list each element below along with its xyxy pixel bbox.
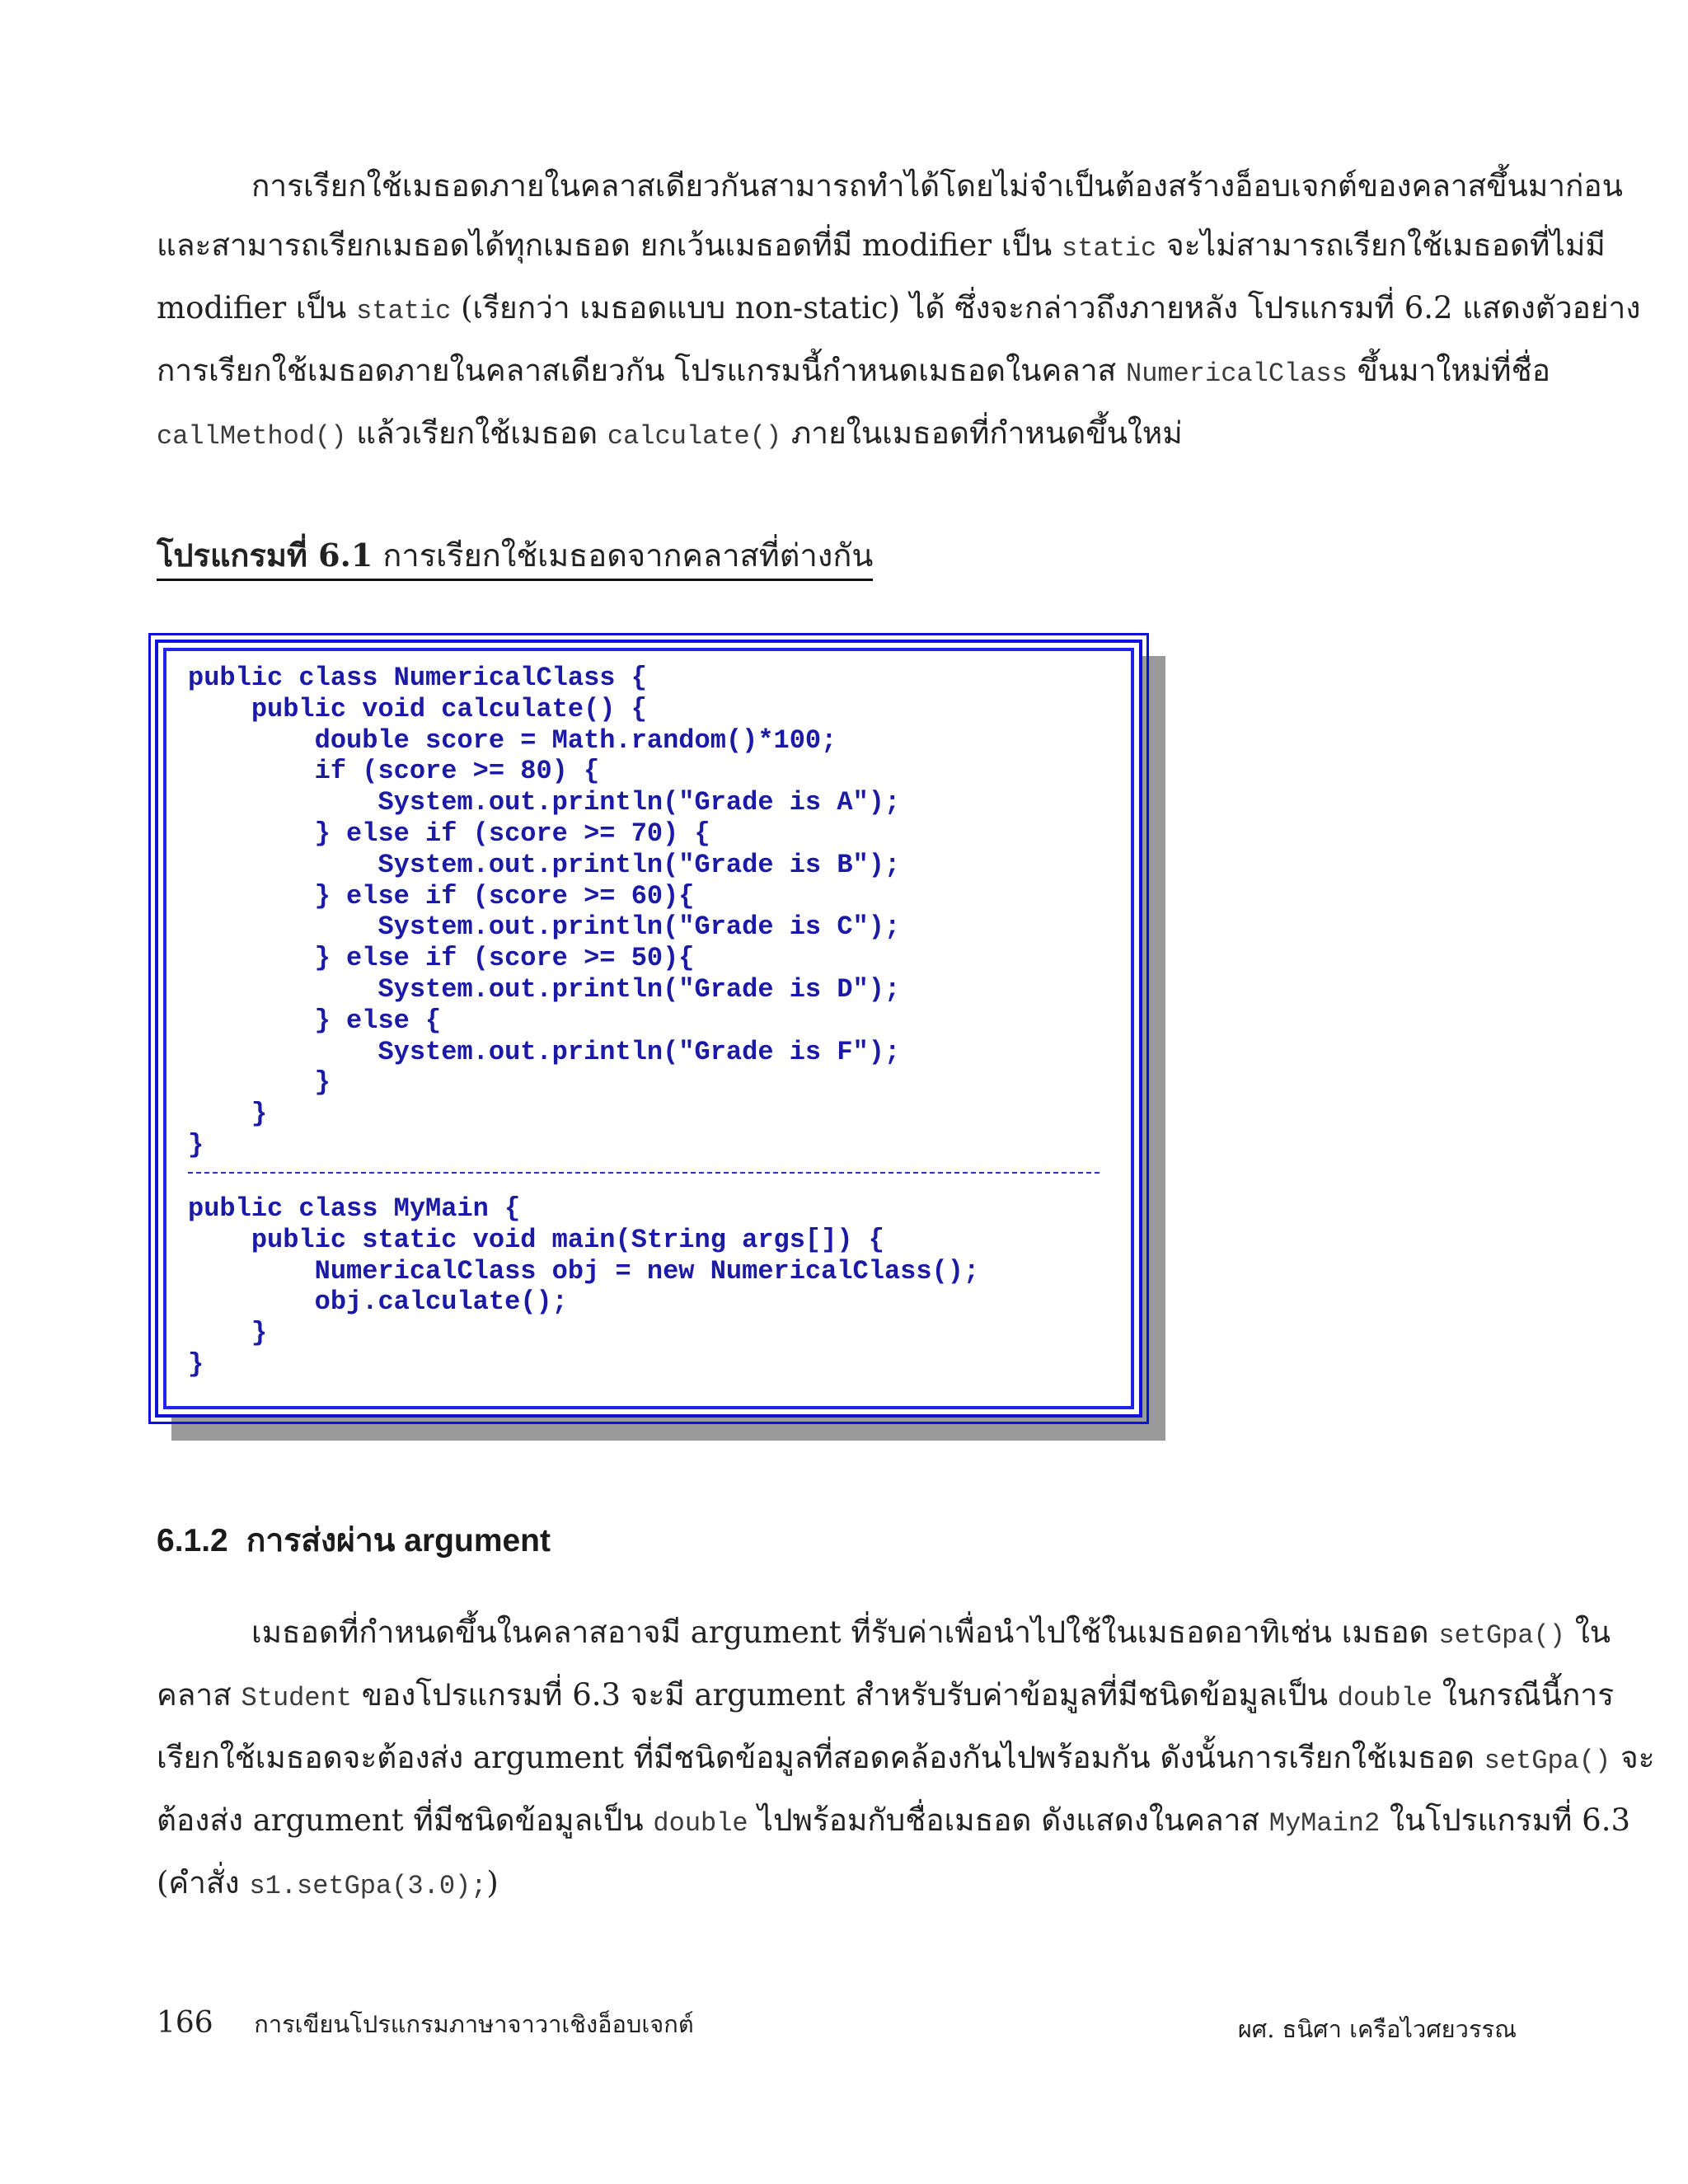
text-run: modifier เป็น [157, 290, 357, 326]
book-title: การเขียนโปรแกรมภาษาจาวาเชิงอ็อบเจกต์ [254, 2010, 694, 2038]
page-footer [157, 2005, 1517, 2043]
text-run: จะไม่สามารถเรียกใช้เมธอดที่ไม่มี [1156, 227, 1606, 263]
section-heading [157, 1515, 551, 1566]
inline-code: double [653, 1808, 748, 1839]
author-name: ผศ. ธนิศา เครือไวศยวรรณ [1237, 2015, 1517, 2043]
text-run: การเรียกใช้เมธอดภายในคลาสเดียวกันสามารถทำได้โดยไม่จำเป็นต้องสร้างอ็อบเจกต์ของคลาสขึ้นมาก่อน [251, 168, 1623, 204]
inline-code: callMethod() [157, 421, 347, 452]
intro-line-3 [157, 279, 1641, 341]
argument-paragraph [157, 1603, 1655, 1916]
inline-code: double [1337, 1683, 1432, 1713]
inline-code: static [1062, 233, 1157, 264]
inline-code: s1.setGpa(3.0); [249, 1871, 487, 1901]
inline-code: Student [241, 1683, 352, 1713]
program-caption-label: โปรแกรมที่ 6.1 [157, 537, 373, 574]
code-separator [188, 1172, 1100, 1174]
text-run: ภายในเมธอดที่กำหนดขึ้นใหม่ [781, 415, 1183, 451]
inline-code: static [356, 296, 452, 326]
text-run: และสามารถเรียกเมธอดได้ทุกเมธอด ยกเว้นเมธอดที่มี modifier เป็น [157, 227, 1062, 263]
text-run: แล้วเรียกใช้เมธอด [346, 415, 607, 451]
text-run: ขึ้นมาใหม่ที่ชื่อ [1347, 353, 1550, 388]
text-run: (เรียกว่า เมธอดแบบ non-static) ได้ ซึ่งจะกล่าวถึงภายหลัง โปรแกรมที่ 6.2 แสดงตัวอย่าง [451, 290, 1641, 326]
code-mymain-class: public class MyMain { public static void main(String args[]) { NumericalClass obj = new NumericalClass(); obj.calculate(); } } [188, 1193, 980, 1380]
intro-paragraph [157, 157, 1641, 466]
argument-line-4 [157, 1791, 1631, 1854]
text-run: การเรียกใช้เมธอดภายในคลาสเดียวกัน โปรแกรมนี้กำหนดเมธอดในคลาส [157, 353, 1126, 388]
text-run: (คำสั่ง [157, 1865, 250, 1900]
text-run: เรียกใช้เมธอดจะต้องส่ง argument ที่มีชนิดข้อมูลที่สอดคล้องกันไปพร้อมกัน ดังนั้นการเรียกใช้เมธอด [157, 1740, 1484, 1775]
text-run: ต้องส่ง argument ที่มีชนิดข้อมูลเป็น [157, 1802, 654, 1838]
text-run: ) [486, 1865, 499, 1900]
text-run: คลาส [157, 1677, 241, 1713]
inline-code: NumericalClass [1125, 359, 1348, 389]
text-run: จะ [1611, 1740, 1655, 1775]
text-run: ใน [1564, 1615, 1611, 1650]
argument-line-1 [157, 1603, 1611, 1666]
code-numerical-class: public class NumericalClass { public void calculate() { double score = Math.random()*100; if (score >= 80) { System.out.println("Grade is A"); } else if (score >= 70) { System.out.println("Grade is B"); } else if (score >= 60){ System.out.println("Grade is C"); } else if (score >= 50){ System.out.println("Grade is D"); } else { System.out.println("Grade is F"); } } } [188, 663, 901, 1160]
intro-line-5 [157, 404, 1541, 466]
code-listing-box [155, 640, 1142, 1418]
text-run: ในกรณีนี้การ [1432, 1677, 1615, 1713]
argument-line-3 [157, 1728, 1655, 1791]
inline-code: setGpa() [1438, 1620, 1565, 1651]
text-run: ของโปรแกรมที่ 6.3 จะมี argument สำหรับรับค่าข้อมูลที่มีชนิดข้อมูลเป็น [351, 1677, 1338, 1713]
intro-line-1 [157, 157, 1623, 216]
inline-code: MyMain2 [1268, 1808, 1381, 1839]
section-title: การส่งผ่าน argument [246, 1523, 551, 1558]
text-run: ในโปรแกรมที่ 6.3 [1380, 1802, 1631, 1838]
argument-line-2 [157, 1666, 1615, 1728]
intro-line-2 [157, 216, 1606, 279]
text-run: เมธอดที่กำหนดขึ้นในคลาสอาจมี argument ที่รับค่าเพื่อนำไปใช้ในเมธอดอาทิเช่น เมธอด [251, 1615, 1439, 1650]
inline-code: calculate() [607, 421, 782, 452]
text-run: ไปพร้อมกับชื่อเมธอด ดังแสดงในคลาส [748, 1802, 1269, 1838]
inline-code: setGpa() [1484, 1746, 1611, 1776]
program-caption [157, 534, 873, 581]
intro-line-4 [157, 341, 1550, 404]
program-caption-text: การเรียกใช้เมธอดจากคลาสที่ต่างกัน [373, 537, 874, 574]
section-number: 6.1.2 [157, 1523, 228, 1558]
page-number: 166 [157, 2006, 213, 2040]
argument-line-5 [157, 1854, 1541, 1916]
